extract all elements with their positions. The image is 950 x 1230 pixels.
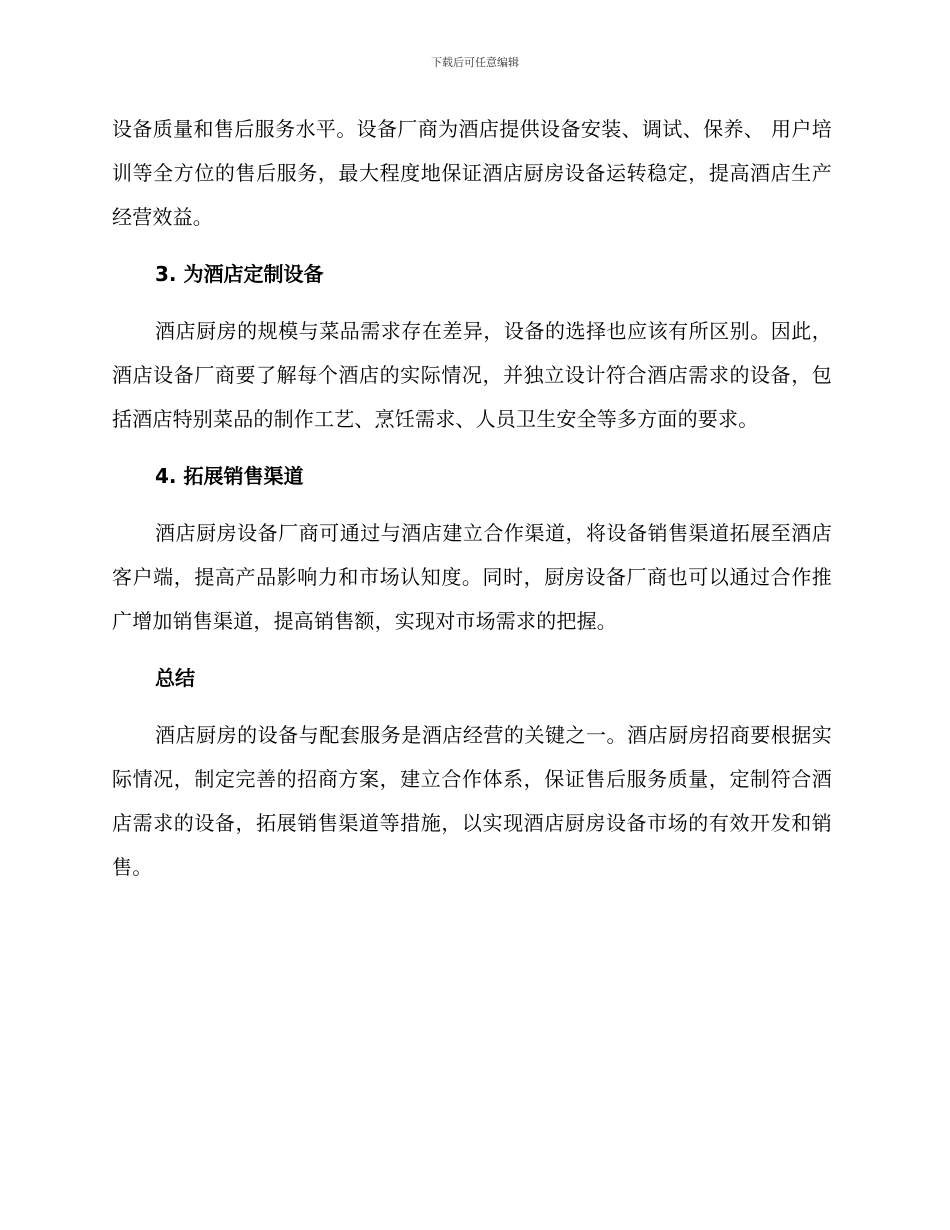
section-heading-summary: 总结 [155, 666, 195, 690]
paragraph-after-sales: 设备质量和售后服务水平。设备厂商为酒店提供设备安装、调试、保养、 用户培训等全方位的售后服务，最大程度地保证酒店厨房设备运转稳定，提高酒店生产经营效益。 [112, 117, 832, 229]
paragraph-summary: 酒店厨房的设备与配套服务是酒店经营的关键之一。酒店厨房招商要根据实际情况，制定完善的招商方案，建立合作体系，保证售后服务质量，定制符合酒店需求的设备，拓展销售渠道等措施，以实现酒店厨房设备市场的有效开发和销售。 [112, 723, 832, 879]
section-heading-channels: 4. 拓展销售渠道 [155, 464, 304, 488]
paragraph-customize: 酒店厨房的规模与菜品需求存在差异，设备的选择也应该有所区别。因此，酒店设备厂商要了解每个酒店的实际情况，并独立设计符合酒店需求的设备，包括酒店特别菜品的制作工艺、烹饪需求、人员卫生安全等多方面的要求。 [112, 319, 832, 431]
paragraph-channels: 酒店厨房设备厂商可通过与酒店建立合作渠道，将设备销售渠道拓展至酒店客户端，提高产品影响力和市场认知度。同时，厨房设备厂商也可以通过合作推广增加销售渠道，提高销售额，实现对市场需求的把握。 [112, 521, 832, 633]
section-heading-customize: 3. 为酒店定制设备 [155, 262, 324, 286]
document-body [112, 107, 832, 889]
page-header: 下载后可任意编辑 [431, 56, 519, 69]
